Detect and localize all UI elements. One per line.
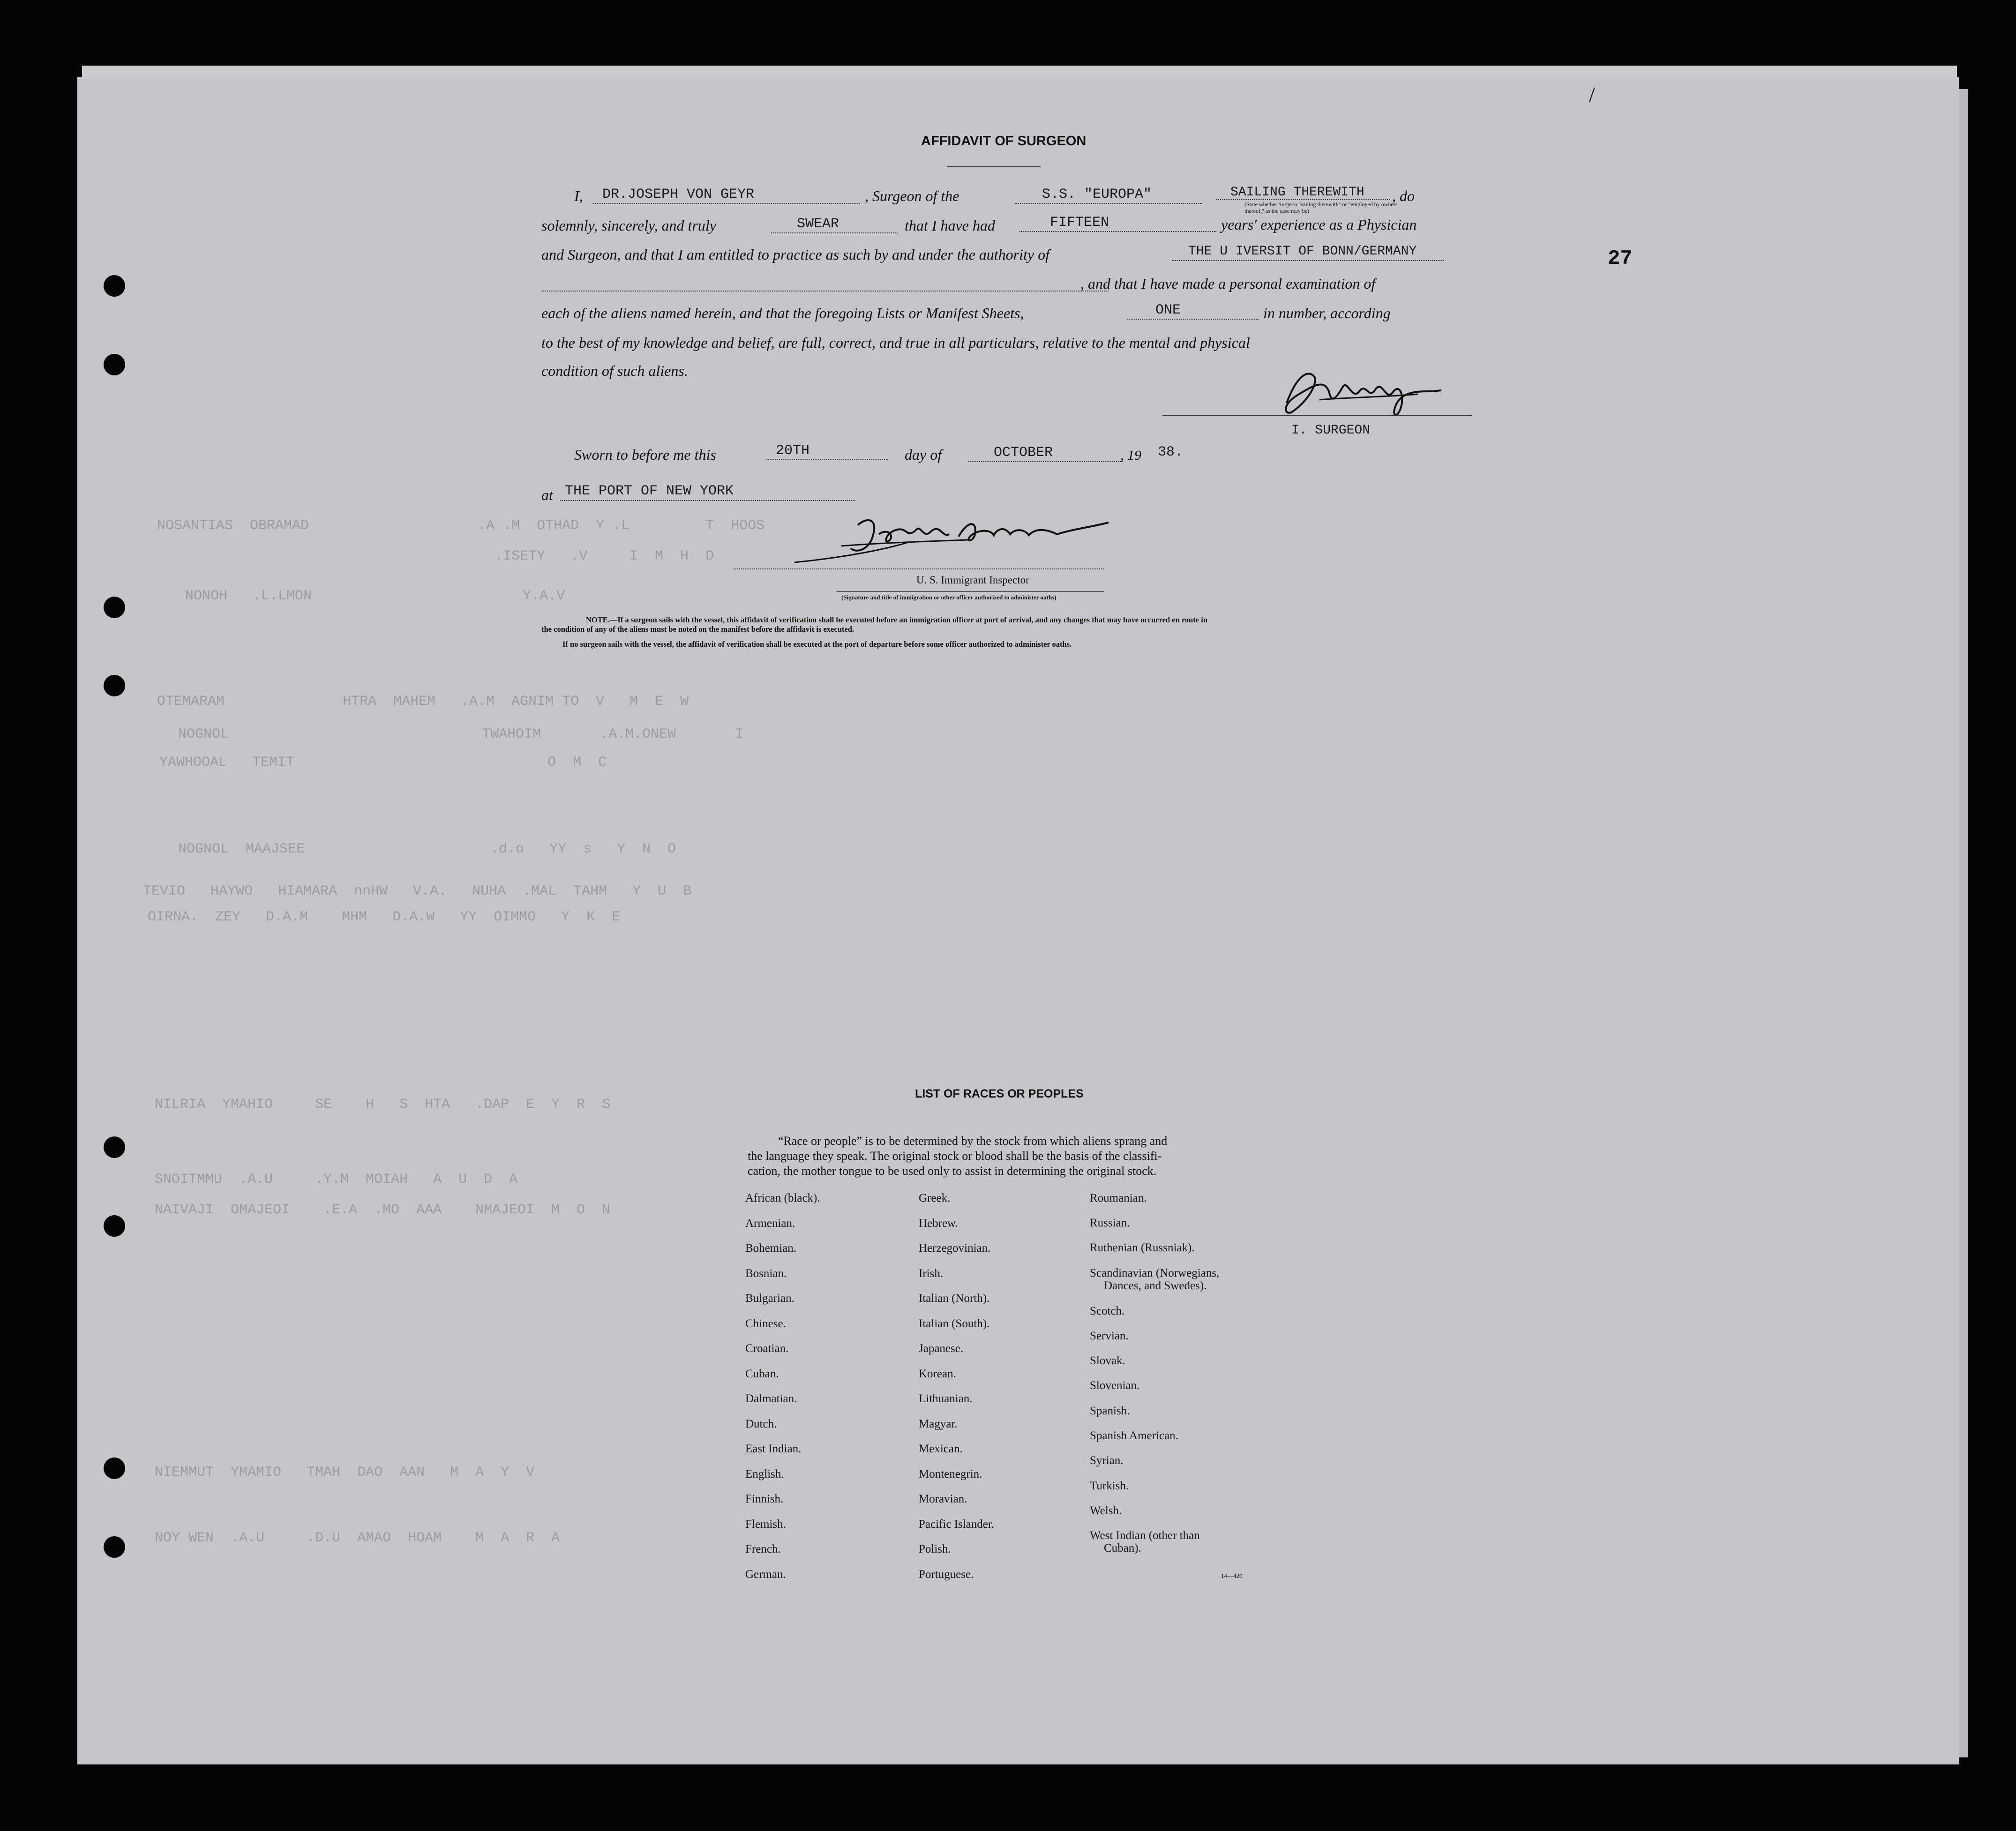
race-item: Lithuanian. [919, 1392, 973, 1405]
race-item: Korean. [919, 1367, 956, 1380]
surgeon-name: DR.JOSEPH VON GEYR [602, 187, 755, 202]
day-of-text: day of [905, 446, 942, 463]
race-item: Scotch. [1090, 1305, 1125, 1317]
race-item: Ruthenian (Russniak). [1090, 1241, 1195, 1254]
race-item: Croatian. [745, 1342, 789, 1355]
had-text: that I have had [905, 217, 995, 234]
inspector-title: U. S. Immigrant Inspector [916, 574, 1029, 586]
punch-hole [104, 1215, 125, 1237]
race-item: Italian (North). [919, 1292, 990, 1305]
note-line-2: the condition of any of the aliens must be noted on the manifest before the affidavit is executed. [541, 625, 854, 634]
race-item: Dutch. [745, 1417, 777, 1430]
page-number: 27 [1608, 247, 1633, 270]
note-line-1: NOTE.—If a surgeon sails with the vessel, this affidavit of verification shall be executed before an immigration officer at port of arrival, and any changes that may have occurred en route in [586, 615, 1208, 624]
inspector-title-line [837, 591, 1104, 592]
sworn-day-line [766, 459, 888, 460]
experience-text: years' experience as a Physician [1221, 216, 1417, 233]
punch-hole [104, 1536, 125, 1558]
races-intro-3: cation, the mother tongue to be used only to assist in determining the original stock. [748, 1164, 1157, 1178]
race-item: Japanese. [919, 1342, 964, 1355]
race-item: Irish. [919, 1267, 944, 1280]
surgeon-name-line [593, 203, 860, 204]
race-item: Magyar. [919, 1417, 958, 1430]
place-line [560, 500, 855, 501]
races-title: LIST OF RACES OR PEOPLES [915, 1087, 1084, 1100]
race-item: Turkish. [1090, 1480, 1129, 1492]
race-item: Russian. [1090, 1217, 1130, 1229]
status-note: (State whether Surgeon "sailing therewith" or "employed by owners thereof," as the case may be) [1244, 201, 1398, 214]
race-item: African (black). [745, 1192, 820, 1204]
check-mark: / [1589, 82, 1595, 106]
bleed-through-text: OTEMARAM HTRA MAHEM .A.M AGNIM TO V M E W [157, 694, 689, 710]
surgeon-signature [1263, 359, 1516, 429]
sheets-line [1127, 319, 1259, 320]
race-item: Welsh. [1090, 1504, 1122, 1517]
examination-text: , and that I have made a personal examination of [1080, 275, 1376, 292]
race-item: Dalmatian. [745, 1392, 797, 1405]
race-item: Flemish. [745, 1517, 786, 1531]
authority-line [1172, 260, 1444, 261]
bleed-through-text: YAWHOOAL TEMIT O M C [159, 755, 607, 770]
race-item: Scandinavian (Norwegians, [1090, 1267, 1220, 1279]
surgeon-signature-title: I. SURGEON [1291, 423, 1371, 438]
race-item: German. [745, 1568, 786, 1581]
sworn-text: Sworn to before me this [574, 446, 716, 463]
race-item: Spanish. [1090, 1405, 1130, 1417]
bleed-through-text: OIRNA. ZEY D.A.M MHM D.A.W YY OIMMO Y K E [148, 909, 621, 925]
race-item: Slovak. [1090, 1354, 1125, 1367]
status-line [1216, 199, 1390, 200]
race-item: Portuguese. [919, 1568, 974, 1581]
races-intro-2: the language they speak. The original stock or blood shall be the basis of the classifi- [748, 1149, 1162, 1163]
years-value: FIFTEEN [1050, 215, 1109, 231]
inspector-note: (Signature and title of immigration or other officer authorized to administer oaths) [841, 594, 1057, 601]
race-item: Armenian. [745, 1217, 795, 1230]
bleed-through-text: NOSANTIAS OBRAMAD .A .M OTHAD Y .L T HOOS [157, 518, 765, 534]
authority-value: THE U IVERSIT OF BONN/GERMANY [1188, 244, 1417, 259]
race-item: Cuban. [745, 1367, 779, 1380]
punch-hole [104, 354, 125, 375]
surgeon-of-text: , Surgeon of the [865, 187, 959, 204]
race-item: Dances, and Swedes). [1104, 1279, 1207, 1292]
punch-hole [104, 1457, 125, 1479]
manifest-sheets-text: each of the aliens named herein, and that the foregoing Lists or Manifest Sheets, [541, 305, 1024, 321]
bleed-through-text: NONOH .L.LMON Y.A.V [185, 588, 565, 604]
race-item: East Indian. [745, 1442, 802, 1455]
race-item: Roumanian. [1090, 1192, 1147, 1204]
race-item: Polish. [919, 1543, 951, 1555]
sheets-value: ONE [1155, 302, 1181, 318]
years-line [1019, 231, 1216, 232]
belief-text: to the best of my knowledge and belief, are full, correct, and true in all particulars, relative to the mental and physical [541, 334, 1250, 351]
race-item: Bohemian. [745, 1242, 797, 1255]
note-line-3: If no surgeon sails with the vessel, the affidavit of verification shall be executed at the port of departure before some officer authorized to administer oaths. [562, 640, 1072, 649]
sworn-year: 38. [1158, 444, 1184, 460]
punch-hole [104, 1136, 125, 1158]
surgeon-signature-line [1162, 415, 1472, 416]
bleed-through-text: NAIVAJI OMAJEOI .E.A .MO AAA NMAJEOI M O N [155, 1202, 611, 1218]
race-item: Hebrew. [919, 1217, 958, 1230]
race-item: Bulgarian. [745, 1292, 794, 1305]
oath-value: SWEAR [797, 216, 839, 232]
bleed-through-text: NILRIA YMAHIO SE H S HTA .DAP E Y R S [155, 1097, 611, 1113]
inspector-signature [687, 501, 1184, 576]
race-item: West Indian (other than [1090, 1529, 1200, 1542]
race-item: Greek. [919, 1192, 951, 1204]
title-rule [947, 166, 1041, 167]
race-item: Servian. [1090, 1330, 1129, 1342]
race-item: Slovenian. [1090, 1379, 1140, 1392]
punch-hole [104, 675, 125, 696]
vessel-name: S.S. "EUROPA" [1042, 187, 1152, 202]
year-prefix: , 19 [1120, 448, 1141, 463]
manifest-page [77, 77, 1959, 1764]
race-item: Finnish. [745, 1493, 784, 1505]
affidavit-title: AFFIDAVIT OF SURGEON [921, 134, 1087, 149]
at-text: at [541, 486, 553, 503]
punch-hole [104, 275, 125, 297]
affidavit-i: I, [574, 187, 583, 204]
sworn-place: THE PORT OF NEW YORK [565, 483, 734, 499]
inspector-signature-line [734, 568, 1104, 569]
race-item: Chinese. [745, 1317, 786, 1330]
bleed-through-text: NOGNOL MAAJSEE .d.o YY s Y N O [178, 841, 676, 857]
race-item: Montenegrin. [919, 1467, 982, 1480]
bleed-through-text: NOY WEN .A.U .D.U AMAO HOAM M A R A [155, 1530, 560, 1546]
bleed-through-text: NOGNOL TWAHOIM .A.M.ONEW I [178, 726, 744, 742]
sworn-day: 20TH [776, 443, 810, 459]
authority-text: and Surgeon, and that I am entitled to practice as such by and under the authority of [541, 246, 1049, 263]
race-item: French. [745, 1543, 781, 1555]
race-item: Syrian. [1090, 1454, 1124, 1467]
surgeon-status: SAILING THEREWITH [1230, 185, 1364, 200]
race-item: Bosnian. [745, 1267, 787, 1280]
sworn-month-line [968, 461, 1123, 462]
race-item: Herzegovinian. [919, 1242, 991, 1255]
race-item: Moravian. [919, 1493, 967, 1505]
do-text: , do [1392, 187, 1415, 204]
race-item: Spanish American. [1090, 1429, 1178, 1442]
race-item: Mexican. [919, 1442, 963, 1455]
race-item: Pacific Islander. [919, 1517, 995, 1531]
oath-line [771, 232, 898, 233]
race-item: Italian (South). [919, 1317, 990, 1330]
bleed-through-text: .ISETY .V I M H D [157, 548, 714, 564]
races-intro-1: “Race or people” is to be determined by the stock from which aliens sprang and [778, 1134, 1168, 1148]
sworn-month: OCTOBER [994, 445, 1053, 461]
form-number: 14—420 [1221, 1572, 1243, 1579]
solemnly-text: solemnly, sincerely, and truly [541, 217, 716, 234]
bleed-through-text: TEVIO HAYWO HIAMARA nnHW V.A. NUHA .MAL TAHM Y U B [143, 883, 692, 899]
condition-text: condition of such aliens. [541, 362, 688, 379]
bleed-through-text: NIEMMUT YMAMIO TMAH DAO AAN M A Y V [155, 1465, 535, 1480]
race-item: English. [745, 1467, 784, 1480]
punch-hole [104, 597, 125, 618]
according-text: in number, according [1263, 305, 1391, 321]
race-item: Cuban). [1104, 1542, 1141, 1554]
vessel-line [1015, 203, 1202, 204]
bleed-through-text: SNOITMMU .A.U .Y.M MOIAH A U D A [155, 1172, 518, 1188]
